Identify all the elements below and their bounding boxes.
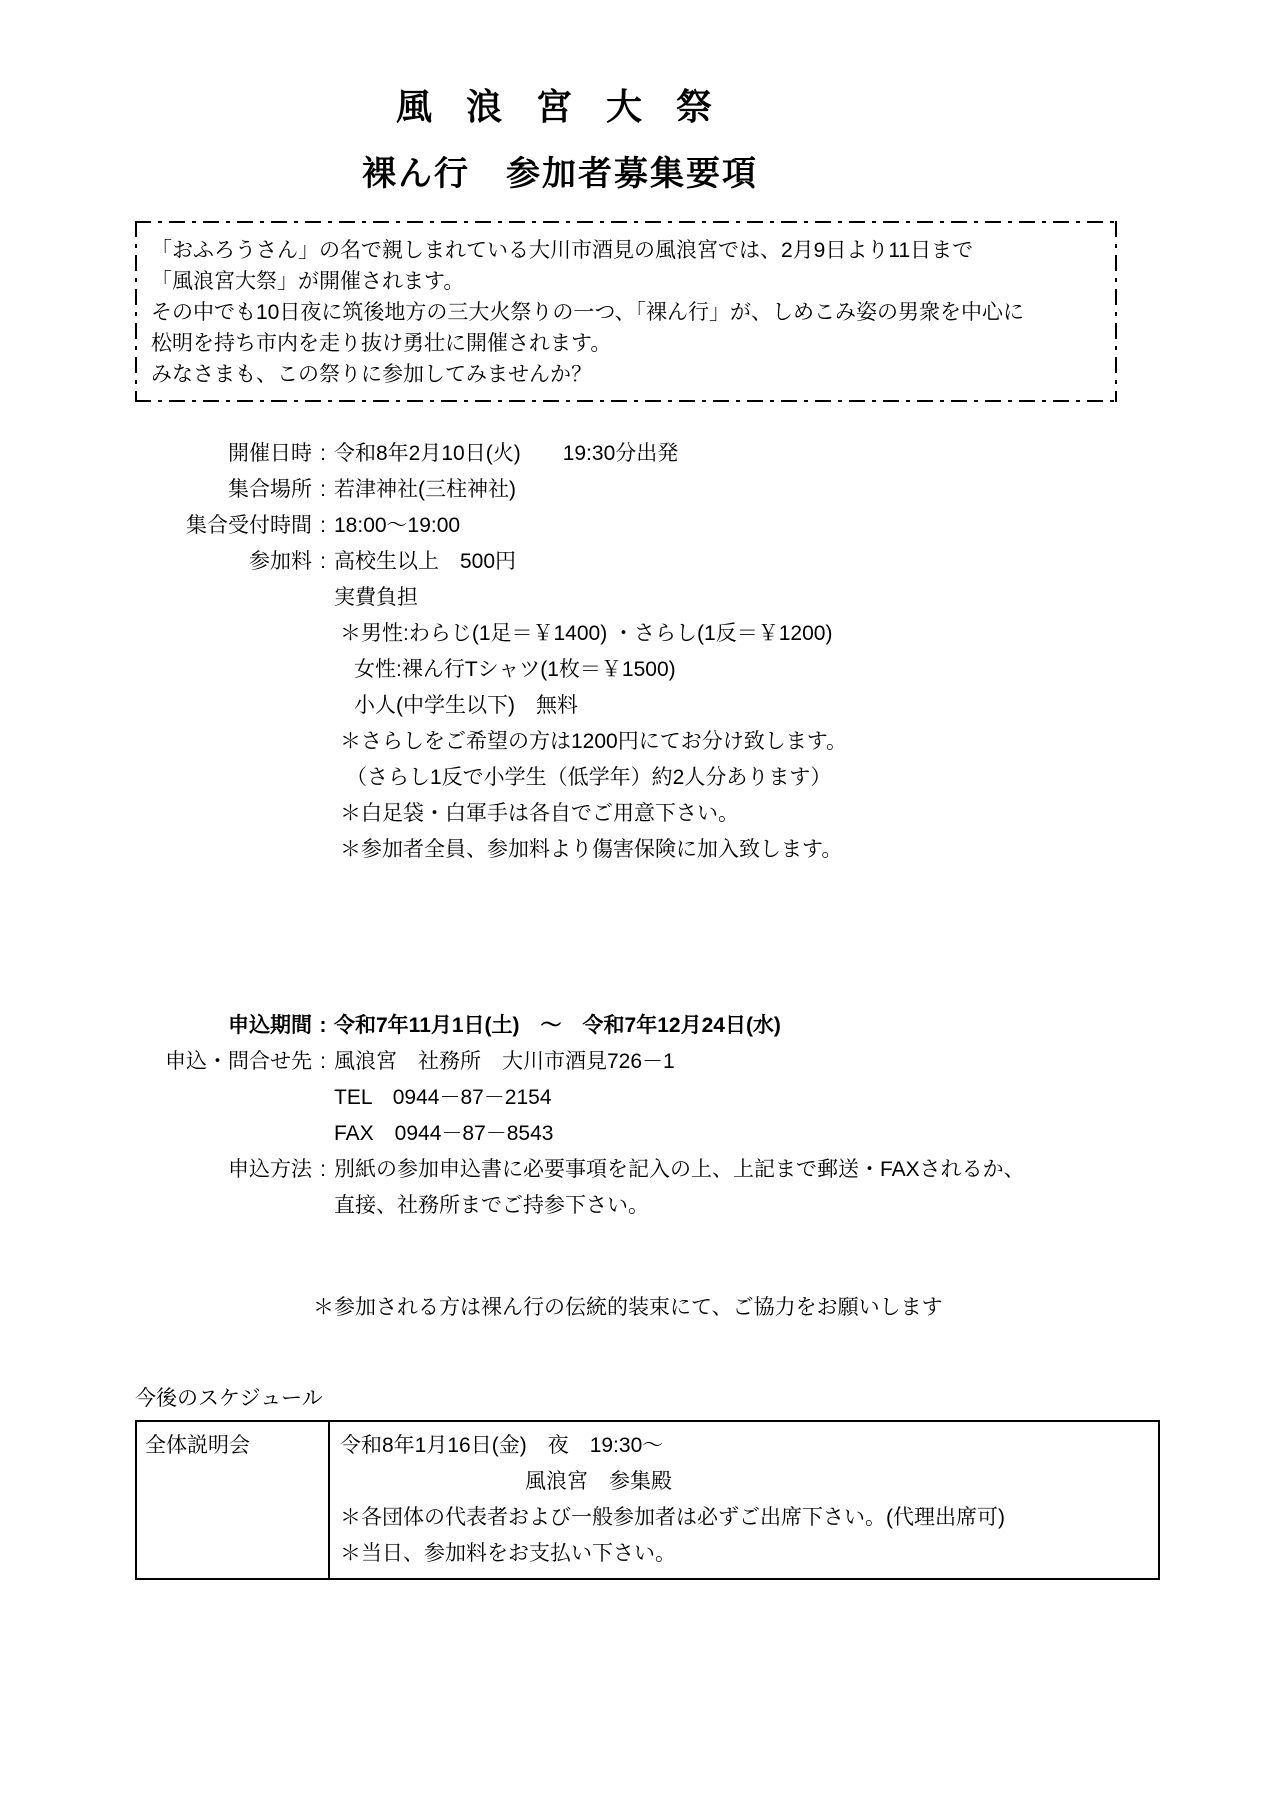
detail-label: 参加料 (249, 549, 312, 573)
application-label: 申込・問合せ先 (165, 1049, 312, 1073)
detail-row (135, 796, 1160, 832)
detail-value: ＊白足袋・白軍手は各自でご用意下さい。 (340, 801, 739, 825)
title-block (135, 85, 985, 195)
detail-value: 若津神社(三柱神社) (334, 477, 516, 501)
detail-colon: : (320, 441, 326, 465)
application-row (135, 1188, 1160, 1224)
detail-colon: : (320, 513, 326, 537)
detail-row (135, 616, 1160, 652)
application-row (135, 1116, 1160, 1152)
event-details (135, 436, 1160, 868)
intro-line: 「風浪宮大祭」が開催されます。 (151, 269, 465, 293)
detail-row (135, 832, 1160, 868)
application-row (135, 1008, 1160, 1044)
detail-row (135, 580, 1160, 616)
schedule-heading: 今後のスケジュール (135, 1386, 323, 1410)
schedule-line: ＊各団体の代表者および一般参加者は必ずご出席下さい。(代理出席可) (340, 1505, 1005, 1529)
application-value: 直接、社務所までご持参下さい。 (334, 1193, 649, 1217)
application-colon: : (319, 1013, 327, 1037)
detail-row (135, 436, 1160, 472)
page-subtitle: 裸ん行 参加者募集要項 (362, 155, 758, 194)
detail-label: 開催日時 (228, 441, 312, 465)
application-value: 令和7年11月1日(土) ～ 令和7年12月24日(水) (334, 1013, 781, 1037)
detail-row (135, 724, 1160, 760)
detail-value: 18:00～19:00 (334, 513, 461, 537)
schedule-line: 令和8年1月16日(金) 夜 19:30～ (340, 1433, 664, 1457)
detail-row (135, 544, 1160, 580)
detail-row (135, 472, 1160, 508)
schedule-row-label: 全体説明会 (137, 1422, 330, 1578)
application-row (135, 1080, 1160, 1116)
detail-colon: : (320, 477, 326, 501)
schedule-line: ＊当日、参加料をお支払い下さい。 (340, 1541, 676, 1565)
page-title: 風 浪 宮 大 祭 (395, 86, 724, 127)
application-colon: : (320, 1157, 326, 1181)
detail-value: （さらし1反で小学生（低学年）約2人分あります） (346, 765, 832, 789)
detail-row (135, 508, 1160, 544)
participation-note: ＊参加される方は裸ん行の伝統的装束にて、ご協力をお願いします (313, 1295, 943, 1319)
application-value: TEL 0944－87－2154 (334, 1085, 552, 1109)
application-colon: : (320, 1049, 326, 1073)
application-row (135, 1044, 1160, 1080)
intro-line: 松明を持ち市内を走り抜け勇壮に開催されます。 (151, 331, 612, 355)
detail-row (135, 652, 1160, 688)
detail-value: ＊参加者全員、参加料より傷害保険に加入致します。 (340, 837, 843, 861)
intro-line: みなさまも、この祭りに参加してみませんか？ (151, 362, 592, 386)
application-value: 風浪宮 社務所 大川市酒見726－1 (334, 1049, 675, 1073)
application-label: 申込期間 (228, 1013, 312, 1037)
detail-value: ＊さらしをご希望の方は1200円にてお分け致します。 (340, 729, 848, 753)
intro-box (135, 221, 1117, 402)
schedule-row-body (330, 1422, 1158, 1578)
detail-value: 小人(中学生以下) 無料 (354, 693, 578, 717)
detail-row (135, 760, 1160, 796)
application-value: 別紙の参加申込書に必要事項を記入の上、上記まで郵送・FAXされるか、 (334, 1157, 1025, 1181)
detail-value: 女性:裸ん行Tシャツ(1枚＝￥1500) (354, 657, 676, 681)
detail-value: 実費負担 (334, 585, 418, 609)
schedule-line: 風浪宮 参集殿 (525, 1469, 672, 1493)
application-row (135, 1152, 1160, 1188)
detail-value: ＊男性:わらじ(1足＝￥1400) ・さらし(1反＝￥1200) (340, 621, 833, 645)
intro-line: その中でも10日夜に筑後地方の三大火祭りの一つ、「裸ん行」が、しめこみ姿の男衆を中心に (151, 300, 1025, 324)
detail-label: 集合場所 (228, 477, 312, 501)
detail-row (135, 688, 1160, 724)
detail-value: 令和8年2月10日(火) 19:30分出発 (334, 441, 679, 465)
detail-value: 高校生以上 500円 (334, 549, 517, 573)
detail-colon: : (320, 549, 326, 573)
detail-label: 集合受付時間 (186, 513, 312, 537)
intro-line: 「おふろうさん」の名で親しまれている大川市酒見の風浪宮では、2月9日より11日まで (151, 238, 974, 262)
schedule-table (135, 1420, 1160, 1580)
application-label: 申込方法 (228, 1157, 312, 1181)
application-value: FAX 0944－87－8543 (334, 1121, 554, 1145)
application-details (135, 1008, 1160, 1224)
